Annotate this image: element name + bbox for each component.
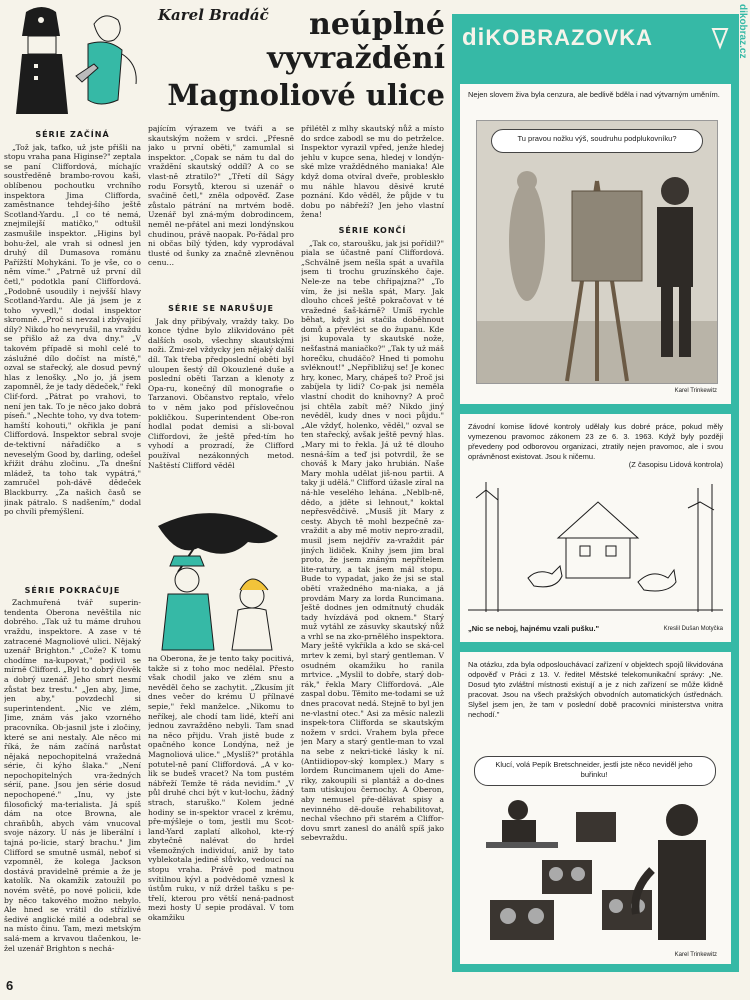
page-number: 6 — [6, 978, 14, 993]
article-column-3 — [301, 124, 444, 986]
section-heading: SÉRIE POKRAČUJE — [24, 585, 121, 595]
article-column-2b — [148, 298, 294, 498]
paragraph: Jak dny přibývaly, vraždy taky. Do konce týdne bylo zlikvidováno pět dalších osob, všechny skautskými noži. Zmi-zel vždycky jen nějaký další díl. Tak třeba předposlední oběti byl uloupen šestý díl Okouzlené duše a poslední oběti Tarzan a klenoty z Opa-ru, konečný díl monografie o Tarzanovi. Občanstvo reptalo, vřelo to v něm jako pod příslovečnou pokličkou. Superintendent Obe-ron hodlal podat demisi a sli-boval Cliffordovi, že ještě před-tím ho vyhodí a prozradí, že Clifford používal nezákonných metod. Naštěstí Clifford věděl — [148, 316, 294, 470]
wiretap-text: Na otázku, zda byla odposlouchávací zařízení v objektech spojů likvidována odpověď v Práci z 13. V. ředitel Městské telekomunikační správy: „Ne. Dosud tyto zvláštní místnosti existují a je z nich zařízení se může klidně pracovat. Jsou na všech pražských obvodních automatických ústřednách. Slyšel jsem jen, že tam v poslední době pracovníci ministerstva vnitra nechodí." — [468, 660, 723, 719]
paragraph: přilétěl z mlhy skautský nůž a místo do srdce zabodl se mu do petrželce. Inspektor vyrazil vpřed, jenže hledej jehlu v kupce sena, hledej v londýn-ské mlze vraždědného maniaka! Ale když doma otvíral dveře, probleskło mu náhle hlavou děsivé kruté poznání. Kdo věděl, že půjde v tu dobu po nábřeží? Jen jeho vlastní žena! — [301, 124, 444, 220]
control-source: (Z časopisu Lidová kontrola) — [628, 460, 723, 469]
intro-text: Nejen slovem živa byla cenzura, ale bedlivě bděla i nad výtvarným uměním. — [468, 90, 720, 99]
cartoon-caption: „Nic se neboj, hajnému vzali pušku." — [468, 624, 600, 633]
title-line-2: vyvraždění — [267, 41, 445, 76]
cartoon-forest-house — [468, 478, 723, 618]
photo-painter — [476, 120, 718, 384]
logo-arrow-icon — [710, 26, 730, 50]
paragraph: Zachmuřená tvář superin-tendenta Oberona nevěštila nic dobrého. „Tak už tu máme druhou vraždu, inspektore. A zase v té zatracené Magnoliové ulici. Nějaký uzenář Brighton." „Cože? K tomu chodíme na-kupovat," podivil se mírně Clifford. „Byl to dobrý člověk a dobrý uzenář. Jeho smrt nesmí zůstat bez trestu." „Jen aby, Jime, jen aby," povzdechl si superintendent. „Nic ve zlém, Jime, znám vás jako vzorného pracovníka. Ob-jasnil jste i zločiny, které se ani nestaly. Ale něco mi říká, že nám začíná narůstat nějaká nepochopitelná vražedná série, či kýho šlaka." „Není nepochopitelných vra-žedných sérií, pane. Jsou jen série dosud nepochopené." „Inu, vy jste filosofický ma-terialista. Já spíš dám na otce Browna, ale chraňbůh, abych vám vnucoval svoje názory. U nás je liberální i tajná po-licie, starý brachu." Jim Clifford se smutně usmál, neboť si vzpomněl, že kolega Jackson dostává pravidelně prémie a že je katolík. Na okamžik zatoužil po novém světě, po nové policii, kde by něco takového možno nebylo. Ale hned se vrátil do střízlivé šedivé anglické milé a odebral se na místo činu. Tam, mezi metským salá-mem a krvavou tlačenkou, le-žel uzenář Brighton s nechá- — [4, 598, 141, 953]
panel-logo — [462, 24, 653, 52]
article-column-2 — [148, 124, 294, 304]
control-text: Závodní komise lidové kontroly udělaly kus dobré práce, pokud měly vymezenou pravomoc zákonem 23 ze 6. 3. 1963. Když byly později převedeny pod odborovou organizaci, ztratily nejen pravomoc, ale i svou oprávněnost existovat. Jsou k ničemu. — [468, 422, 723, 461]
title-line-3: Magnoliové ulice — [167, 78, 445, 112]
section-heading: SÉRIE ZAČÍNÁ — [35, 130, 110, 139]
wiretap-box — [460, 652, 731, 964]
wiretap-photo — [482, 790, 716, 948]
logo-main: KOBRAZOVKA — [485, 25, 653, 50]
control-box — [460, 414, 731, 642]
cartoon-credit: Kreslil Dušan Motyčka — [663, 626, 723, 632]
dikobrazovka-panel — [452, 14, 739, 972]
title-line-1: neúplné — [309, 7, 445, 42]
spy-umbrella-illustration — [148, 496, 296, 652]
article-column-2c — [148, 654, 294, 986]
article-column-1 — [4, 124, 141, 994]
bubble-text-2: Klucí, volá Pepík Bretschneider, jestli jste něco neviděl jeho buřinku! — [495, 760, 693, 779]
paragraph: pajícím výrazem ve tváři a se skautským nožem v srdci. „Přesně jako u první oběti," zamumlal si inspektor. „Copak se nám tu dal do vraždění skautský oddíl? A co se vlast-ně ztratilo?" „Třetí díl Ságy rodu Forsytů, kterou si uzenář o svačině četl," zněla odpověď. Zase zůstalo pátrání na mrtvém bodě. Uzenář byl zná-mým dobrodincem, neměl ne-přátel ani mezi londýnskou chudinou, právě naopak. Po-řádal pro ni občas bílý týden, kdy vyprodával tlusté od šunky za značně zlevněnou cenu… — [148, 124, 294, 268]
paragraph: „Tož jak, taťko, už jste přišli na stopu vraha pana Higinse?" zeptala se paní Cliffordová, míchajíc soustředěně brambo-rovou kaši, oblíbenou pochoutku vrchního inspektora Jima Clifforda, zaměstnance tehdej-šího ještě Scotland-Yardu. „I co té nemá, znejmilejší matičko," odtušil zasmušile inspektor. „Higins byl bohu-žel, ale vrah si odnesl jen druhý díl Dumasova románu Pařížští Mohykáni. To je vše, co o něm víme." „Patrně už první díl četl," podotkla paní Cliffordová. „Podobně usoudily i nejvšší hlavy Scotland-Yardu. Ale já jsem je z toho vyvedl," dodal inspektor skromně. „Proč si nevzal i zbývající díly? Nikdo ho nevyrušil, na vraždu se přišlo až za dva dny." „V takovém případě si mohl celé to záslužné dílo dočíst na místě," ozval se stařecký, ale dosud pevný hlas z lenošky. „No jo, já jsem zapomněl, že je tady dědeček," řekl Clif-ford. „Pátrat po vrahovi, to není jen tak. To je něco jako dobrá píseň." „Nechte toho, vy dva totem-hamští kohouti," okřikla je paní Cliffordová. Inspektor sebral svoje de-tektivní nářadíčko a s neveselým Good by, darling, odešel křižit dráhu zločinu. „Ta dnešní mládež, ta toho tak vypátrá," zamručel poh-dávě dědeček Blackburry. „Za našich časů se jinak pátralo. S nadšením," dodal po chvíli přemýšlení. — [4, 142, 141, 517]
paragraph: „Tak co, staroušku, jak jsi pořídil?" piala se účastně paní Cliffordová. „Schválně jsem nešla spát a uvařila jsem ti trochu gruzínského čaje. Nele-ze na tebe chřipajzna?" „To vím, že jsi nešla spát, Mary. Jak dlouho chceš ještě pokračovat v té vražedné šaš-kárně? Umíš rychle běhat, když jsi stačila doběhnout domů a převléct se do županu. Kde jsi kupovala ty skautské nože, nešťastná maniačko?" „Tak ty už máš horečku, chudáčo? Hned ti pomohu svléknout!" „Nepřibližuj se! Je konec hry, konec, Mary, chápeš to? Proč jsi zabíjela ty lidi? Co-pak jsi neměla vlastní chodit do knihovny? A proč jsi chtěla zabít mě? Nikdo jiný nevěděl, kudy dnes v noci půjdu." „Ale vždyť, holenko, věděl," ozval se ten stařecký, avšak ještě pevný hlas. „Mary mi to řekla. Já už té dlouho nesná-ším a teď jsi potvrdil, že se chováš k Mary jako hrubián. Naše Mary mohla udělat jiš-nou partii. A taky ji udělá." Clifford úžasle zíral na ná-hle veselého lehána. „Neblb-ně, dědo, a jděte si lehnout," koktal nepřesvědčivě. „Musíš jít Mary z cesty. Abych tě mohl bezpečně za-vraždit a aby mě motiv nepro-zradil, musil jsem nejdřív za-vraždit pár jiných lidiček. Knihy jsem jim bral proto, že jsem znáným nepřítelem lite-ratury, a tak jsem mál stopu. Bude to vypadat, jako že jsi se stal obětí vražedného ma-niaka, a já provdám Mary za lorda Runcimana. Ještě dodnes jen odmítnutý chudák tady hvízdává pod oknem." Starý muž vytáhl ze zásuvky skautský nůž a vrhl se na zko-prnělého inspektora. Mary ještě vykřikla a kdo se ská-cel mrtev k zemi, byl starý gentleman. V osudném okamžiku ho ranila mrtvice. „Myslil to dobře, starý dob-rák," řekla Mary Cliffordová. „Ale zaspal dobu. Těmito me-todami se už dnes pracovat nedá. Stejně to byl jen ne-vlastní otec." Asi za měsíc nalezli inspek-tora Clifforda se skautským nožem v srdci. Vrahem byla přece jen Mary a starý gentle-man to vzal na sebe z nekri-tické lásky k ní. (Antiidiopov-ský komplex.) Mary s lordem Runcimanem ujeli do Ame-riky, zakoupili si plantáž a do-dnes tam utiskujou černochy. A Oberon, aby nemusel pře-dělávat spisy a nevinného dě-douše rehabilitovat, nechal všechno při starém a Cliffor-dovu smrt zanesl do análů spíš jako sebevraždu. — [301, 238, 444, 843]
author-name: Karel Bradáč — [158, 6, 269, 24]
painter-photo-graphic — [477, 121, 717, 383]
site-watermark: dikobraz.cz — [737, 4, 748, 59]
header-illustration — [4, 4, 144, 116]
section-heading: SÉRIE SE NARUŠUJE — [168, 304, 274, 313]
photo-credit: Karel Trinkewitz — [674, 388, 717, 394]
logo-prefix: di — [462, 24, 486, 51]
censorship-box — [460, 84, 731, 404]
photo-credit-2: Karel Trinkewitz — [674, 952, 717, 958]
paragraph: na Oberona, že je tento taky pocitivá, takže si z toho moc nedělal. Přesto však chodil jako ve zlém snu a nevěděl čeho se zachytit. „Zkusím jít dnes večer do krému U přílnavé sepie," řekl manželce. „Nikomu to neříkej, ale chodí tam lidé, kteří ani jednou zavražděno nebyli. Tam snad na něco přijdu. Vrah jistě bude z opačného konce Londýna, než je Magnoliová ulice." „Myslíš?" protáhla potutel-ně paní Cliffordová. „A v ko-lik se budeš vracet? Na tom pustém nábřeží Temže tě ráda nevidím." „V půl druhé chci být v kut-lochu, žádný strach, staruško." Kolem jedné hodiny se in-spektor vracel z krému, pře-mýšleje o tom, jestli mu Scot-land-Yard zaplatí alkohol, kte-rý zbytečně nalévat do hrdel všemožných individuí, aniž by tato vyblekotala jediné slůvko, vedoucí na stopu vraha. Právě pod matnou svítilnou kývl a podvědomě vznesl k ústům ruku, v níž držel tašku s pe-třelí, kterou pro větší nená-padnost mezi hosty U sepie prodával. V tom okamžiku — [148, 654, 294, 923]
bubble-text: Tu pravou nožku výš, soudruhu podplukovníku? — [517, 134, 677, 143]
section-heading: SÉRIE KONČÍ — [338, 225, 407, 235]
